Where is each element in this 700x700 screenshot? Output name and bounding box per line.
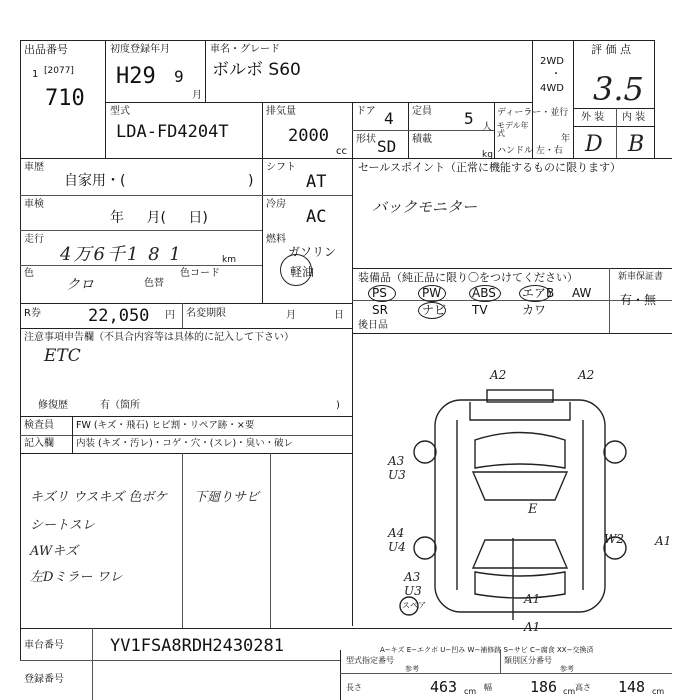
ac-value: AC (306, 207, 327, 227)
equip-navi: ナビ (422, 303, 447, 317)
length-unit: cm (464, 687, 477, 696)
height-value: 148 (618, 678, 646, 696)
interior-marks: 内装 (キズ・汚レ)・コゲ・穴・(スレ)・臭い・破レ (76, 438, 294, 449)
lot-label: 出品番号 (24, 43, 68, 56)
mark-a3-u3-bottom: A3 U3 (404, 570, 422, 598)
mark-a2-right: A2 (578, 368, 595, 382)
capacity-unit: 人 (482, 122, 492, 133)
reg-month-unit: 月 (192, 90, 202, 101)
color-value: クロ (66, 277, 94, 293)
inspector-note-5: 左Dミラー ワレ (30, 570, 123, 585)
name-change-day: 日 (334, 310, 344, 321)
capacity-label: 定員 (412, 106, 432, 117)
height-unit: cm (652, 687, 665, 696)
lot-small: 1 (32, 69, 39, 80)
model-label: 型式 (110, 106, 130, 117)
mileage-label: 走行 (24, 234, 44, 245)
color-code-label: 色コード (180, 268, 220, 279)
shift-label: シフト (266, 162, 296, 173)
equip-ps: PS (372, 286, 387, 300)
spare-label: スペア (402, 601, 426, 610)
dealer-label: ディーラー・並行 (497, 108, 569, 118)
car-damage-diagram (395, 380, 655, 620)
inspector-note-2: 下廻りサビ (194, 490, 260, 505)
displacement-unit: cc (336, 146, 347, 157)
load-unit: kg (482, 150, 493, 160)
name-change-label: 名変期限 (186, 308, 226, 319)
car-name-label: 車名・グレード (210, 44, 280, 55)
reg-year: H29 (116, 64, 156, 89)
door-label: ドア (356, 106, 376, 117)
lot-number: 710 (45, 86, 85, 111)
inspector-label-2: 記入欄 (24, 438, 54, 449)
reg-date-label: 初度登録年月 (110, 44, 170, 55)
fuel-diesel: 軽油 (290, 265, 315, 279)
mark-w2: W2 (604, 532, 624, 546)
history-value: 自家用・( (64, 173, 126, 189)
lot-sub: [2077] (44, 66, 74, 76)
inspector-note-1: キズリ ウスキズ 色ボケ (30, 490, 168, 505)
equip-aw: AW (572, 286, 592, 300)
recycle-value: 22,050 (88, 306, 150, 326)
mark-a4-u4-left: A4 U4 (388, 526, 406, 554)
notes-label: 注意事項申告欄（不具合内容等は具体的に記入して下さい） (24, 332, 294, 343)
displacement-value: 2000 (288, 126, 329, 146)
mark-a1-bottom-outer: A1 (524, 620, 541, 634)
registration-label: 登録番号 (24, 674, 64, 685)
handle-label: ハンドル 左・右 (497, 146, 563, 156)
new-car-warranty-value: 有・無 (620, 293, 657, 307)
color-label: 色 (24, 268, 34, 279)
equip-pw: PW (422, 286, 442, 300)
drive-2wd: 2WD (540, 56, 564, 67)
equip-tv: TV (472, 303, 488, 317)
drive-4wd: 4WD (540, 83, 564, 94)
class-number-label: 類別区分番号 (504, 656, 552, 665)
inspection-label: 車検 (24, 199, 44, 210)
class-number-sub: 参考 (560, 665, 574, 673)
mark-a1-bottom-inner: A1 (524, 592, 541, 606)
interior-grade: B (628, 132, 645, 157)
chassis-label: 車台番号 (24, 640, 64, 651)
mark-a1-right: A1 (655, 534, 672, 548)
drive-dot: ・ (551, 69, 561, 80)
shift-value: AT (306, 172, 327, 192)
recycle-label: R券 (24, 308, 41, 319)
inspector-note-3: シートスレ (30, 518, 95, 533)
rear-items-label: 後日品 (358, 320, 388, 331)
repair-history-close: ) (336, 400, 340, 411)
length-value: 463 (430, 678, 458, 696)
color-change-label: 色替 (144, 278, 164, 289)
legend-codes: A−キズ E−エクボ U−凹み W−補修跡 S−サビ C−腐食 XX−交換済 (380, 646, 594, 654)
equip-sr: SR (372, 303, 388, 317)
inspection-value: 年 月( 日) (110, 210, 208, 226)
fuel-label: 燃料 (266, 234, 286, 245)
mileage-value: 4万6千1 8 1 (60, 244, 183, 265)
width-unit: cm (563, 687, 576, 696)
history-label: 車歴 (24, 162, 44, 173)
equip-leather: カワ (522, 303, 547, 317)
mileage-unit: km (222, 255, 236, 265)
score-value: 3.5 (593, 70, 644, 108)
fuel-gasoline: ガソリン (288, 245, 337, 259)
sales-point-note: バックモニター (372, 198, 478, 216)
history-close: ) (248, 173, 254, 189)
width-value: 186 (530, 678, 558, 696)
mark-a2-left: A2 (490, 368, 507, 382)
reg-month: 9 (174, 67, 184, 86)
windshield-marks: FW (キズ・飛石) ヒビ割・リペア跡・×要 (76, 420, 255, 431)
equip-abs: ABS (472, 286, 496, 300)
width-label: 幅 (484, 683, 492, 692)
length-label: 長さ (346, 683, 362, 692)
inspector-label-1: 検査員 (24, 420, 54, 431)
exterior-label: 外 装 (581, 112, 605, 123)
load-label: 積載 (412, 134, 432, 145)
score-label: 評 価 点 (591, 43, 631, 56)
repair-history-value: 有（箇所 (100, 400, 140, 411)
mark-e-center: E (528, 502, 538, 517)
height-label: 高さ (575, 683, 591, 692)
name-change-month: 月 (286, 310, 296, 321)
new-car-warranty-label: 新車保証書 (618, 272, 664, 282)
sales-point-label: セールスポイント（正常に機能するものに限ります） (358, 161, 622, 174)
auth-number-sub: 参考 (405, 665, 419, 673)
capacity-value: 5 (464, 109, 474, 128)
repair-history-label: 修復歴 (38, 400, 68, 411)
equip-airbag: エアB (522, 286, 555, 300)
recycle-unit: 円 (165, 310, 175, 321)
equipment-label: 装備品（純正品に限り〇をつけてください） (358, 271, 578, 284)
model-year-label: モデル年式 (497, 121, 529, 138)
inspector-note-4: AWキズ (30, 544, 78, 559)
door-value: 4 (384, 109, 394, 128)
ac-label: 冷房 (266, 199, 286, 210)
chassis-number: YV1FSA8RDH2430281 (110, 636, 284, 656)
auth-number-label: 型式指定番号 (346, 656, 394, 665)
car-name-value: ボルボ S60 (212, 60, 301, 80)
mark-a3-u3-left: A3 U3 (388, 454, 406, 482)
exterior-grade: D (585, 132, 603, 157)
notes-handwritten: ETC (44, 346, 81, 366)
displacement-label: 排気量 (266, 106, 296, 117)
model-code: LDA-FD4204T (116, 122, 229, 142)
shape-label: 形状 (356, 134, 376, 145)
shape-value: SD (377, 137, 397, 156)
interior-label: 内 装 (622, 112, 646, 123)
year-unit: 年 (561, 134, 571, 144)
